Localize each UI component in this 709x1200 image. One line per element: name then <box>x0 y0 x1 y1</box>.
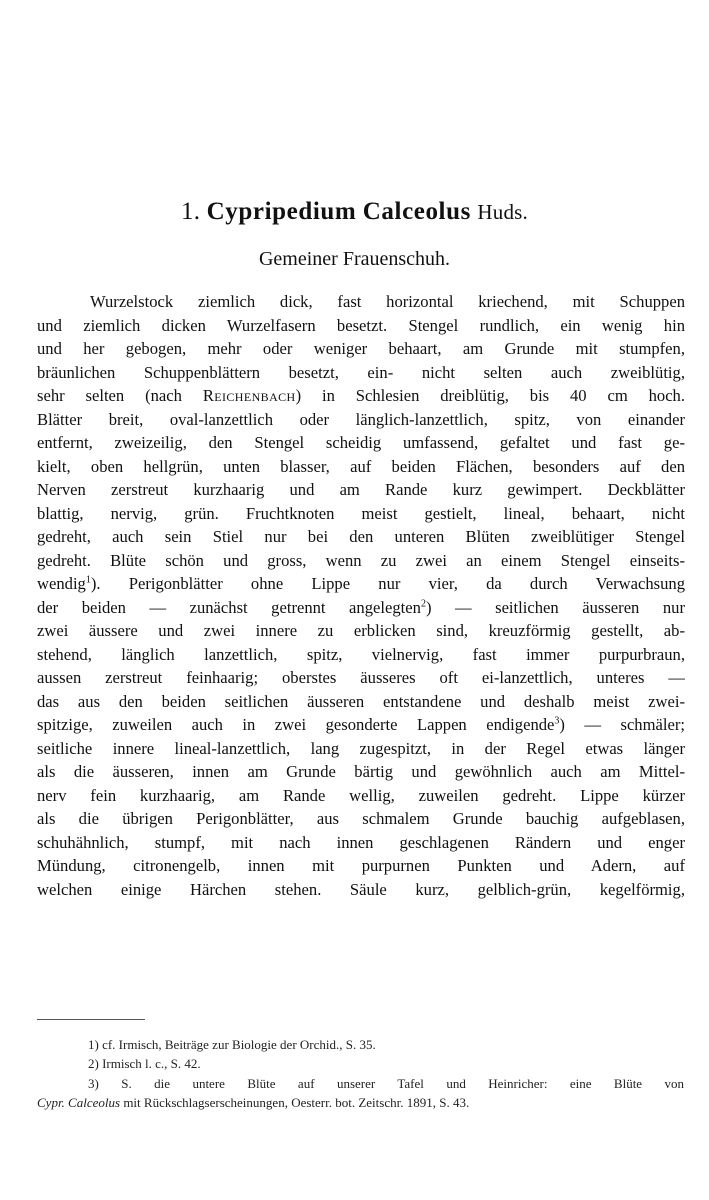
text-line: Blätter breit, oval-lanzettlich oder länglich-lanzettlich, spitz, von einander <box>37 409 685 429</box>
text-line: bräunlichen Schuppenblättern besetzt, ein- nicht selten auch zweiblütig, <box>37 362 685 382</box>
text-line: das aus den beiden seitlichen äusseren entstandene und deshalb meist zwei- <box>37 691 685 711</box>
text-line: und her gebogen, mehr oder weniger behaart, am Grunde mit stumpfen, <box>37 339 685 358</box>
common-name: Gemeiner Frauenschuh. <box>258 248 451 270</box>
species-epithet: Calceolus <box>362 198 471 225</box>
footnote-3: 3) S. die untere Blüte auf unserer Tafel und Heinricher: eine Blüte von <box>88 1076 684 1091</box>
text-line: wendig$^1$). Perigonblätter ohne Lippe nur vier, da durch Verwachsung <box>37 574 685 593</box>
text-line <box>37 973 685 996</box>
text-line: stehend, länglich lanzettlich, spitz, vielnervig, fast immer purpurbraun, <box>37 644 685 664</box>
footnote-divider <box>37 1019 145 1020</box>
author-name: Reichenbach <box>202 386 296 405</box>
text-line: blattig, nervig, grün. Fruchtknoten meist gestielt, lineal, behaart, nicht <box>37 503 685 523</box>
text-line <box>37 949 685 972</box>
text-line <box>37 926 685 949</box>
genus-name: Cypripedium <box>206 198 357 225</box>
text-line: aussen zerstreut feinhaarig; oberstes äusseres oft ei-lanzettlich, unteres — <box>37 668 685 687</box>
text-line: spitzige, zuweilen auch in zwei gesonderte Lappen endigende$^3$) — schmäler; <box>37 715 685 734</box>
footnote-2: 2) Irmisch l. c., S. 42. <box>88 1056 201 1071</box>
footnote-marker: 1 <box>85 574 91 586</box>
footnote-1: 1) cf. Irmisch, Beiträge zur Biologie der Orchid., S. 35. <box>88 1037 376 1052</box>
text-line: kielt, oben hellgrün, unten blasser, auf beiden Flächen, besonders auf den <box>37 456 685 476</box>
text-line: seitliche innere lineal-lanzettlich, lang zugespitzt, in der Regel etwas länger <box>37 738 685 758</box>
text-line <box>37 902 685 925</box>
text-line: gedreht. Blüte schön und gross, wenn zu zwei an einem Stengel einseits- <box>37 550 685 570</box>
text-line: Mündung, citronengelb, innen mit purpurnen Punkten und Adern, auf <box>37 856 685 875</box>
text-line: nerv fein kurzhaarig, am Rande wellig, zuweilen gedreht. Lippe kürzer <box>37 785 685 805</box>
text-line: zwei äussere und zwei innere zu erblicken sind, kreuzförmig gestellt, ab- <box>37 621 685 640</box>
text-line: gedreht, auch sein Stiel nur bei den unteren Blüten zweiblütiger Stengel <box>37 527 685 546</box>
text-line: als die äusseren, innen am Grunde bärtig und gewöhnlich auch am Mittel- <box>37 762 685 781</box>
species-italic: Cypr. Calceolus <box>37 1095 121 1110</box>
text-line: und ziemlich dicken Wurzelfasern besetzt. Stengel rundlich, ein wenig hin <box>37 315 685 335</box>
text-line: der beiden — zunächst getrennt angelegten$^2$) — seitlichen äusseren nur <box>37 597 685 617</box>
footnote-3-continued: Cypr. Calceolus mit Rückschlagserscheinungen, Oesterr. bot. Zeitschr. 1891, S. 43. <box>37 1095 470 1110</box>
text-line: als die übrigen Perigonblätter, aus schmalem Grunde bauchig aufgeblasen, <box>37 809 685 828</box>
text-line: Wurzelstock ziemlich dick, fast horizontal kriechend, mit Schuppen <box>90 292 685 311</box>
footnote-marker: 3 <box>554 715 560 727</box>
text-line: Nerven zerstreut kurzhaarig und am Rande kurz gewimpert. Deckblätter <box>37 480 685 499</box>
text-line: sehr selten (nach Reichenbach) in Schlesien dreiblütig, bis 40 cm hoch. <box>37 386 685 405</box>
author-citation: Huds. <box>477 200 528 224</box>
species-heading <box>0 196 709 228</box>
text-line: schuhähnlich, stumpf, mit nach innen geschlagenen Rändern und enger <box>37 832 685 852</box>
text-line: entfernt, zweizeilig, den Stengel scheidig umfassend, gefaltet und fast ge- <box>37 433 685 452</box>
species-number: 1. <box>181 198 201 225</box>
footnote-marker: 2 <box>420 597 426 609</box>
text-line: welchen einige Härchen stehen. Säule kurz, gelblich-grün, kegelförmig, <box>37 879 685 899</box>
